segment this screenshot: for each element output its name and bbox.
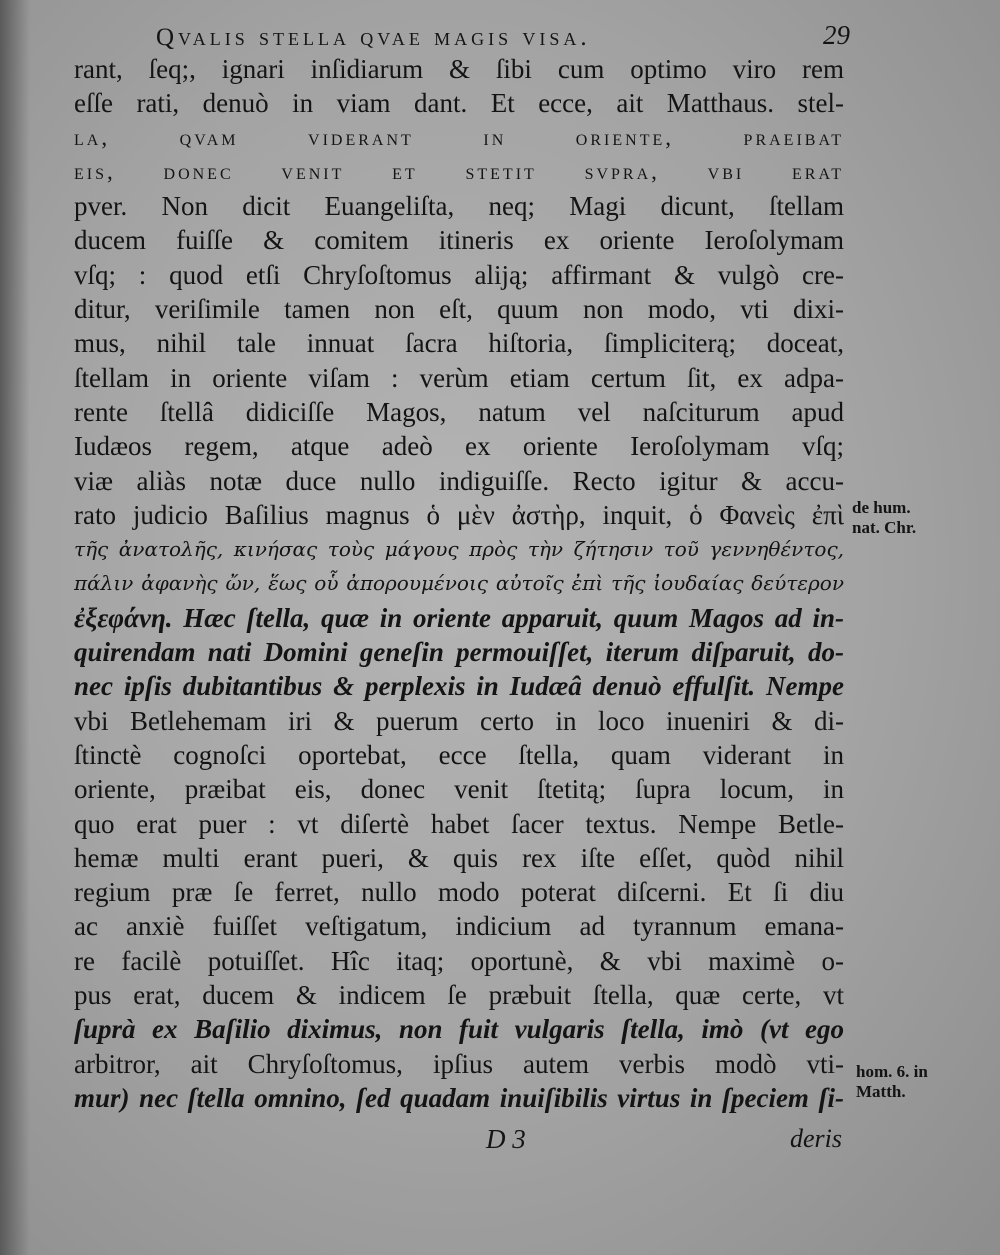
catchword: deris bbox=[790, 1124, 842, 1153]
page-gutter-shadow bbox=[0, 0, 30, 1255]
text-line: re facilè potuiſſet. Hîc itaq; oportunè, & vbi maximè o- bbox=[74, 945, 844, 976]
text-line: quirendam nati Domini geneſin permouiſſet, iterum diſparuit, do- bbox=[74, 637, 844, 668]
margin-note-line: nat. Chr. bbox=[852, 518, 917, 537]
text-line: ducem fuiſſe & comitem itineris ex oriente Ieroſolymam bbox=[74, 225, 844, 256]
page-header bbox=[150, 18, 850, 54]
text-line: ſtellam in oriente viſam : verùm etiam certum ſit, ex adpa- bbox=[74, 362, 844, 393]
text-line: ſtinctè cognoſci oportebat, ecce ſtella, quam viderant in bbox=[74, 739, 844, 770]
signature-mark: D 3 bbox=[486, 1124, 526, 1154]
text-line: ſuprà ex Baſilio diximus, non fuit vulgaris ſtella, imò (vt ego bbox=[74, 1014, 844, 1045]
running-title: Qvalis stella qvae magis visa. bbox=[156, 24, 591, 51]
text-line: ac anxiè fuiſſet veſtigatum, indicium ad tyrannum emana- bbox=[74, 911, 844, 942]
body-text bbox=[74, 52, 844, 1115]
text-line: oriente, præibat eis, donec venit ſtetitą; ſupra locum, in bbox=[74, 774, 844, 805]
text-line: arbitror, ait Chryſoſtomus, ipſius autem verbis modò vti- bbox=[74, 1048, 844, 1079]
text-line: Iudæos regem, atque adeò ex oriente Ieroſolymam vſq; bbox=[74, 431, 844, 462]
text-line: pver. Non dicit Euangeliſta, neq; Magi dicunt, ſtellam bbox=[74, 191, 844, 222]
margin-note-de-hum-nat bbox=[852, 498, 962, 538]
page-number: 29 bbox=[823, 20, 850, 50]
text-line: πάλιν ἀφανὴς ὤν, ἕως οὗ ἀπορουμένοις αὐτοῖς ἐπὶ τῆς ἰουδαίας δεύτερον bbox=[74, 571, 844, 596]
text-line: rato judicio Baſilius magnus ὁ μὲν ἀστὴρ, inquit, ὁ Φανεὶς ἐπὶ bbox=[74, 499, 844, 530]
text-line: viæ aliàs notæ duce nullo indiguiſſe. Recto igitur & accu- bbox=[74, 465, 844, 496]
margin-note-line: hom. 6. in bbox=[856, 1062, 928, 1081]
margin-note-line: Matth. bbox=[856, 1082, 906, 1101]
text-line: ἐξεφάνη. Hæc ſtella, quæ in oriente apparuit, quum Magos ad in- bbox=[74, 602, 844, 633]
text-line: pus erat, ducem & indicem ſe præbuit ſtella, quæ certe, vt bbox=[74, 980, 844, 1011]
margin-note-line: de hum. bbox=[852, 498, 911, 517]
text-line: rant, ſeq;, ignari inſidiarum & ſibi cum optimo viro rem bbox=[74, 54, 844, 84]
text-line: eſſe rati, denuò in viam dant. Et ecce, ait Matthaus. stel- bbox=[74, 88, 844, 119]
text-line: rente ſtellâ didiciſſe Magos, natum vel naſciturum apud bbox=[74, 396, 844, 427]
text-line: ditur, veriſimile tamen non eſt, quum non modo, vti dixi- bbox=[74, 294, 844, 325]
text-line: eis, donec venit et stetit svpra, vbi erat bbox=[74, 158, 844, 184]
text-line: la, qvam viderant in oriente, praeibat bbox=[74, 124, 844, 150]
text-line: mus, nihil tale innuat ſacra hiſtoria, ſimpliciterą; doceat, bbox=[74, 328, 844, 359]
text-line: hemæ multi erant pueri, & quis rex iſte eſſet, quòd nihil bbox=[74, 842, 844, 873]
text-line: vbi Betlehemam iri & puerum certo in loco inueniri & di- bbox=[74, 705, 844, 736]
text-line: τῆς ἀνατολῆς, κινήσας τοὺς μάγους πρὸς τὴν ζήτησιν τοῦ γεννηθέντος, bbox=[74, 537, 844, 562]
text-line: mur) nec ſtella omnino, ſed quadam inuiſibilis virtus in ſpeciem ſi- bbox=[74, 1082, 844, 1113]
text-line: quo erat puer : vt diſertè habet ſacer textus. Nempe Betle- bbox=[74, 808, 844, 839]
text-line: regium præ ſe ferret, nullo modo poterat diſcerni. Et ſi diu bbox=[74, 877, 844, 908]
text-line: vſq; : quod etſi Chryſoſtomus aliją; affirmant & vulgò cre- bbox=[74, 259, 844, 290]
margin-note-hom-matth bbox=[856, 1062, 966, 1102]
text-line: nec ipſis dubitantibus & perplexis in Iudæâ denuò effulſit. Nempe bbox=[74, 671, 844, 702]
